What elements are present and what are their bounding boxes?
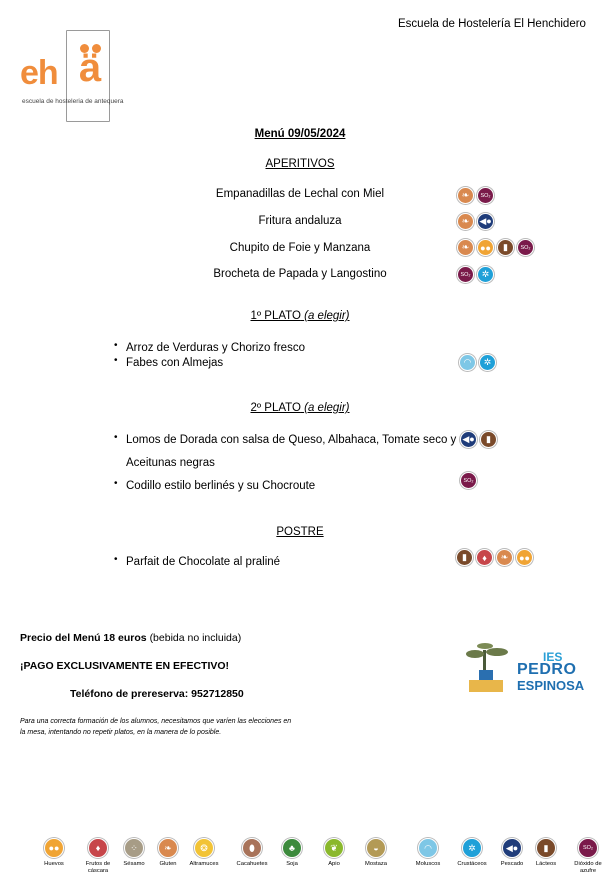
plato1-heading-text: 1º PLATO	[250, 310, 301, 322]
wheat-icon: ❧	[457, 213, 474, 230]
legend-item-gluten	[148, 838, 188, 868]
plato2-heading-note: (a elegir)	[304, 402, 350, 414]
wheat-icon: ❧	[496, 549, 513, 566]
legend-label: Sésamo	[123, 861, 145, 867]
legend-item-celery	[314, 838, 354, 868]
sulfite-icon: SO₂	[578, 838, 598, 858]
egg-icon: ●●	[516, 549, 533, 566]
allergens-aperitivo-3	[457, 239, 534, 256]
legend-label: Gluten	[159, 861, 177, 867]
allergen-legend	[0, 838, 613, 890]
crab-icon: ✲	[462, 838, 482, 858]
dish-aperitivo-3: Chupito de Foie y Manzana	[229, 242, 371, 254]
menu-title: Menú 09/05/2024	[254, 128, 346, 140]
cash-only: ¡PAGO EXCLUSIVAMENTE EN EFECTIVO!	[20, 660, 230, 672]
allergens-plato2-2	[460, 472, 477, 489]
egg-icon: ●●	[477, 239, 494, 256]
sulfite-icon: SO₂	[457, 266, 474, 283]
milk-icon: ▮	[497, 239, 514, 256]
legend-label: Lácteos	[535, 861, 557, 867]
ies-name-2: ESPINOSA	[517, 678, 585, 693]
wheat-icon: ❧	[457, 187, 474, 204]
allergens-aperitivo-4	[457, 266, 494, 283]
wheat-icon: ❧	[158, 838, 178, 858]
dish-aperitivo-2: Fritura andaluza	[258, 215, 342, 227]
ies-label: IES	[543, 650, 563, 664]
price-note: (bebida no incluida)	[149, 632, 242, 644]
legend-label: Crustáceos	[457, 861, 487, 867]
celery-icon: ❦	[324, 838, 344, 858]
section-plato1-heading	[0, 310, 600, 322]
dish-aperitivo-1: Empanadillas de Lechal con Miel	[215, 188, 385, 200]
legend-item-dairy	[526, 838, 566, 868]
price-bold: Precio del Menú 18 euros	[20, 632, 147, 644]
section-aperitivos-heading: APERITIVOS	[265, 158, 335, 170]
price-line	[20, 632, 241, 644]
crab-icon: ✲	[477, 266, 494, 283]
logo-tagline: escuela de hosteleria de antequera	[22, 98, 124, 105]
sulfite-icon: SO₂	[517, 239, 534, 256]
ies-logo	[465, 640, 585, 700]
peanut-icon: ⬮	[242, 838, 262, 858]
milk-icon: ▮	[536, 838, 556, 858]
legend-item-nuts	[78, 838, 118, 875]
shell-icon: ◠	[459, 354, 476, 371]
sesame-icon: ⁘	[124, 838, 144, 858]
allergens-plato1-2	[459, 354, 496, 371]
sulfite-icon: SO₂	[460, 472, 477, 489]
ies-name-1: PEDRO	[517, 661, 577, 678]
wheat-icon: ❧	[457, 239, 474, 256]
phone-line: Teléfono de prereserva: 952712850	[70, 688, 244, 700]
allergens-aperitivo-1	[457, 187, 494, 204]
dish-plato2-1-cont: Aceitunas negras	[126, 457, 215, 469]
logo-text: eh	[20, 54, 58, 92]
fish-icon: ◀●	[460, 431, 477, 448]
legend-label: Altramuces	[189, 861, 219, 867]
legend-item-mollusc	[408, 838, 448, 868]
legend-label: Frutos de cáscara	[85, 861, 111, 874]
mustard-icon: ◒	[366, 838, 386, 858]
legend-label: Soja	[286, 861, 298, 867]
legend-item-sulfite	[568, 838, 608, 875]
allergens-plato2-1	[460, 431, 497, 448]
plato2-heading-text: 2º PLATO	[250, 402, 301, 414]
legend-label: Huevos	[44, 861, 64, 867]
legend-item-soy	[272, 838, 312, 868]
legend-label: Dióxido de azufre	[574, 861, 602, 874]
legend-item-crustacean	[452, 838, 492, 868]
school-name: Escuela de Hostelería El Henchidero	[398, 18, 586, 30]
shell-icon: ◠	[418, 838, 438, 858]
milk-icon: ▮	[456, 549, 473, 566]
nut-icon: ♦	[476, 549, 493, 566]
olive-emblem-icon	[465, 642, 511, 696]
legend-label: Apio	[328, 861, 340, 867]
nut-icon: ♦	[88, 838, 108, 858]
legend-item-peanut	[232, 838, 272, 868]
legend-item-egg	[34, 838, 74, 868]
soy-icon: ♣	[282, 838, 302, 858]
dish-aperitivo-4: Brocheta de Papada y Langostino	[213, 268, 387, 280]
allergens-aperitivo-2	[457, 213, 494, 230]
plato1-heading-note: (a elegir)	[304, 310, 350, 322]
logo-letter: ä	[79, 46, 102, 90]
legend-label: Mostaza	[365, 861, 387, 867]
allergens-postre-1	[456, 549, 533, 566]
legend-label: Cacahuetes	[236, 861, 268, 867]
rotation-note: Para una correcta formación de los alumnos, necesitamos que varíen las elecciones en la mesa, intentando no repetir platos, en la manera de lo posible.	[20, 718, 292, 736]
legend-label: Moluscos	[415, 861, 441, 867]
lupin-icon: ❂	[194, 838, 214, 858]
fish-icon: ◀●	[502, 838, 522, 858]
milk-icon: ▮	[480, 431, 497, 448]
section-plato2-heading	[0, 402, 600, 414]
fish-icon: ◀●	[477, 213, 494, 230]
legend-label: Pescado	[500, 861, 524, 867]
legend-item-mustard	[356, 838, 396, 868]
legend-item-lupin	[184, 838, 224, 868]
school-logo	[18, 28, 133, 124]
crab-icon: ✲	[479, 354, 496, 371]
egg-icon: ●●	[44, 838, 64, 858]
sulfite-icon: SO₂	[477, 187, 494, 204]
section-postre-heading: POSTRE	[276, 526, 324, 538]
